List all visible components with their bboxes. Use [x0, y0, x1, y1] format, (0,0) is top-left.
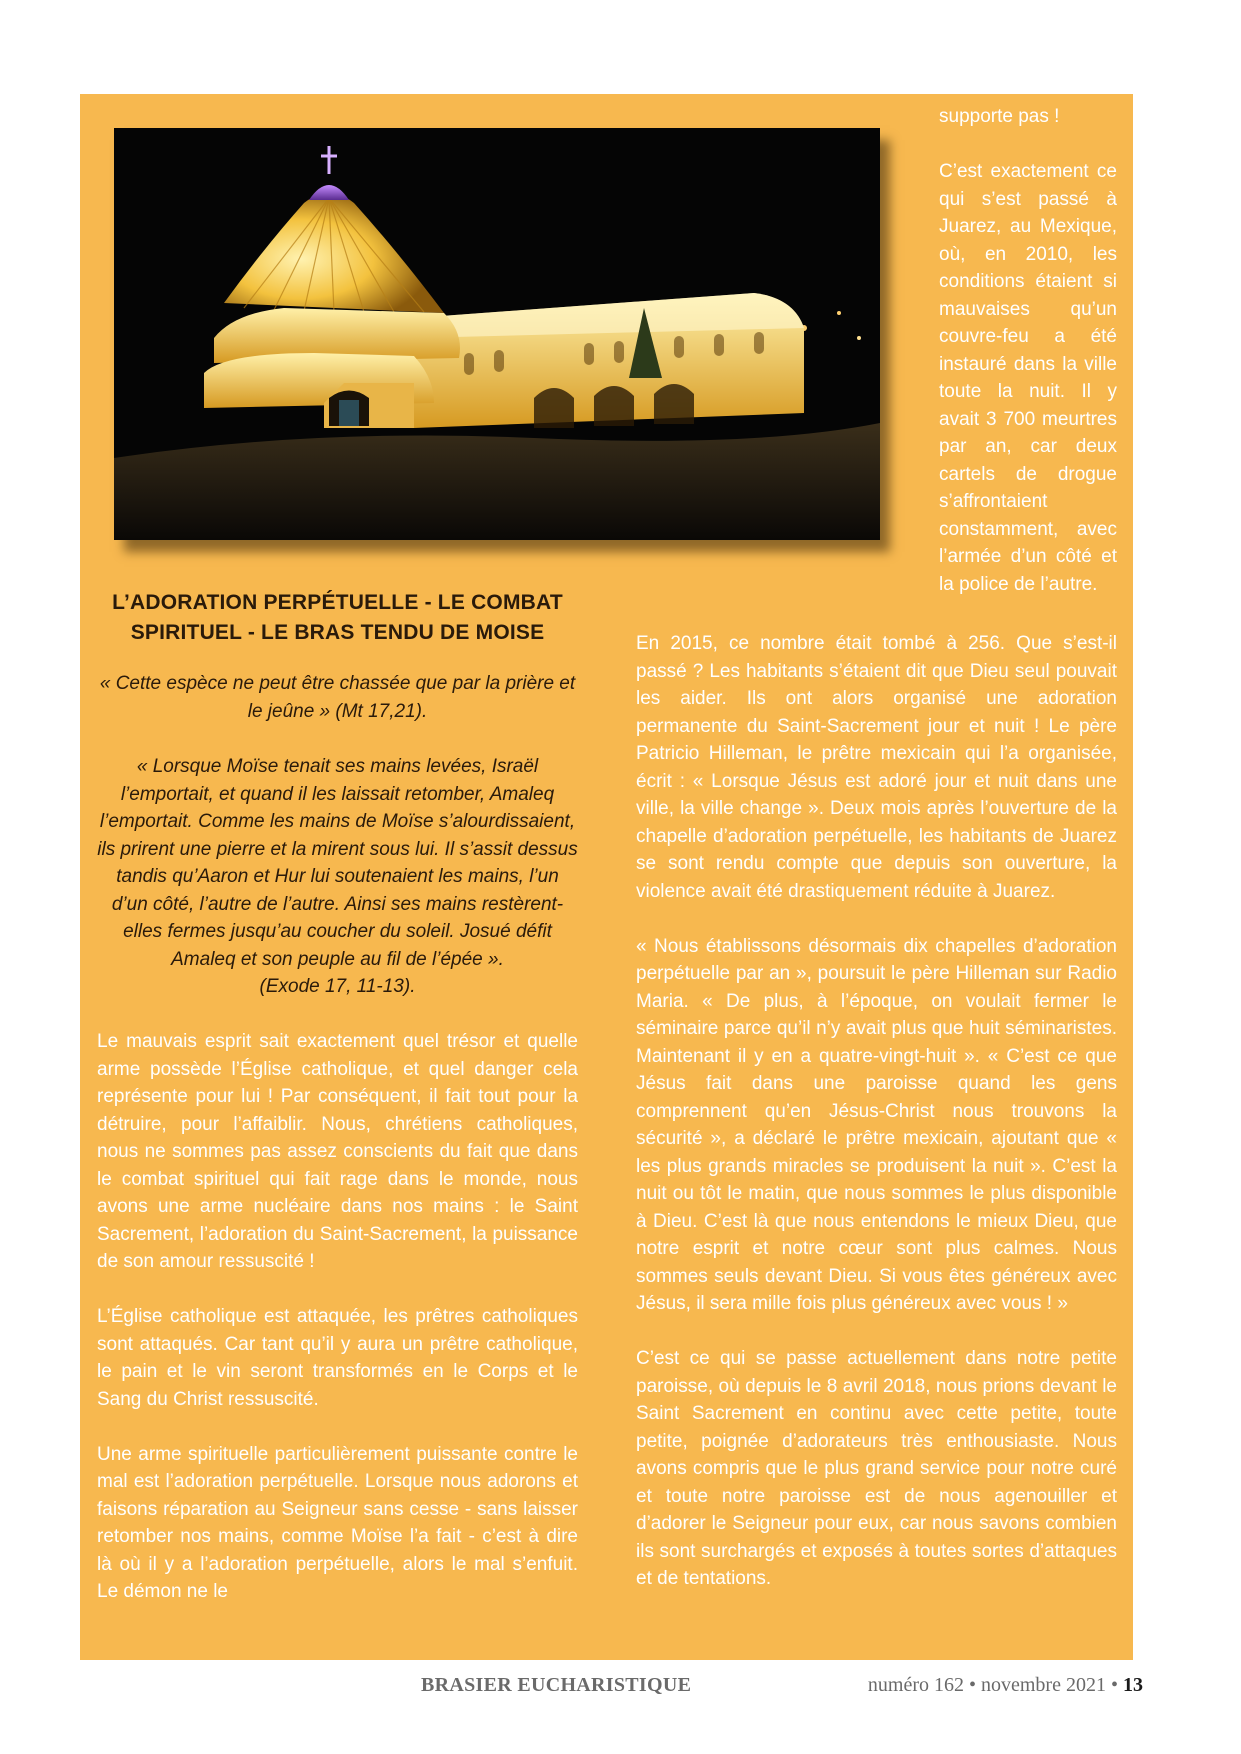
quote-reference: (Exode 17, 11-13). — [259, 976, 416, 997]
issue-number: numéro 162 — [867, 1674, 964, 1696]
right-column-top — [939, 103, 1117, 598]
right-column-body — [636, 630, 1117, 1593]
issue-info — [868, 1674, 1143, 1697]
left-column-body — [97, 1028, 578, 1606]
paragraph: L’Église catholique est attaquée, les prêtres catholiques sont attaqués. Car tant qu’il y aura un prêtre catholique, le pain et le vin seront transformés en le Corps et le Sang du Christ ressuscité. — [97, 1306, 578, 1410]
page-number: 13 — [1123, 1674, 1143, 1696]
paragraph: supporte pas ! — [939, 106, 1060, 127]
exodus-quote — [97, 753, 578, 1001]
paragraph: C’est exactement ce qui s’est passé à Juarez, au Mexique, où, en 2010, les conditions étaient si mauvaises qu’un couvre-feu a été instauré dans la ville toute la nuit. Il y avait 3 700 meurtres par an, car deux cartels de drogue s’affrontaient constamment, avec l’armée d’un côté et la police de l’autre. — [939, 161, 1117, 595]
separator: • — [1110, 1674, 1118, 1696]
bible-quote: « Cette espèce ne peut être chassée que par la prière et le jeûne » (Mt 17,21). — [99, 673, 576, 722]
separator: • — [968, 1674, 976, 1696]
paragraph: « Nous établissons désormais dix chapelles d’adoration perpétuelle par an », poursuit le père Hilleman sur Radio Maria. « De plus, à l’époque, on voulait fermer le séminaire parce qu’il n’y avait plus que huit séminaristes. Maintenant il y en a quatre-vingt-huit ». « C’est ce que Jésus fait dans une paroisse quand les gens comprennent qu’en Jésus-Christ nous trouvons la sécurité », a déclaré le prêtre mexicain, ajoutant que « les plus grands miracles se produisent la nuit ». C’est la nuit ou tôt le matin, que nous sommes le plus disponible à Dieu. C’est là que nous entendons le mieux Dieu, que notre esprit et notre cœur sont plus calmes. Nous sommes seuls devant Dieu. Si vous êtes généreux avec Jésus, il sera mille fois plus généreux avec vous ! » — [636, 935, 1117, 1314]
issue-date: novembre 2021 — [981, 1674, 1106, 1696]
church-night-photo — [114, 128, 880, 540]
paragraph: C’est ce qui se passe actuellement dans notre petite paroisse, où depuis le 8 avril 2018, nous prions devant le Saint Sacrement en continu avec cette petite, toute petite, poignée d’adorateurs très enthousiaste. Nous avons compris que le plus grand service pour notre curé et toute notre paroisse est de nous agenouiller et d’adorer le Seigneur pour eux, car nous savons combien ils sont surchargés et exposés à toutes sortes d’attaques et de tentations. — [636, 1348, 1117, 1589]
paragraph: Une arme spirituelle particulièrement puissante contre le mal est l’adoration perpétuelle. Lorsque nous adorons et faisons réparation au Seigneur sans cesse - sans laisser retomber nos mains, comme Moïse l’a fait - c’est à dire là où il y a l’adoration perpétuelle, alors le mal s’enfuit. Le démon ne le — [97, 1443, 578, 1602]
church-illustration — [114, 128, 880, 540]
magazine-name: BRASIER EUCHARISTIQUE — [421, 1674, 692, 1696]
article-title: L’ADORATION PERPÉTUELLE - LE COMBAT SPIRITUEL - LE BRAS TENDU DE MOISE — [112, 591, 563, 644]
paragraph: Le mauvais esprit sait exactement quel trésor et quelle arme possède l’Église catholique, et quel danger cela représente pour lui ! Par conséquent, il fait tout pour la détruire, pour l’affaiblir. Nous, chrétiens catholiques, nous ne sommes pas assez conscients du fait que dans le combat spirituel qui fait rage dans le monde, nous avons une arme nucléaire dans nos mains : le Saint Sacrement, l’adoration du Saint-Sacrement, la puissance de son amour ressuscité ! — [97, 1031, 578, 1272]
quote-text: « Lorsque Moïse tenait ses mains levées, Israël l’emportait, et quand il les laissait retomber, Amaleq l’emportait. Comme les mains de Moïse s’alourdissaient, ils prirent une pierre et la mirent sous lui. Il s’assit dessus tandis qu’Aaron et Hur lui soutenaient les mains, l’un d’un côté, l’autre de l’autre. Ainsi ses mains restèrent-elles fermes jusqu’au coucher du soleil. Josué défit Amaleq et son peuple au fil de l’épée ». — [97, 756, 578, 970]
paragraph: En 2015, ce nombre était tombé à 256. Que s’est-il passé ? Les habitants s’étaient dit que Dieu seul pouvait les aider. Ils ont alors organisé une adoration permanente du Saint-Sacrement jour et nuit ! Le père Patricio Hilleman, le prêtre mexicain qui l’a organisée, écrit : « Lorsque Jésus est adoré jour et nuit dans une ville, la ville change ». Deux mois après l’ouverture de la chapelle d’adoration perpétuelle, les habitants de Juarez se sont rendu compte que depuis son ouverture, la violence avait été drastiquement réduite à Juarez. — [636, 633, 1117, 902]
